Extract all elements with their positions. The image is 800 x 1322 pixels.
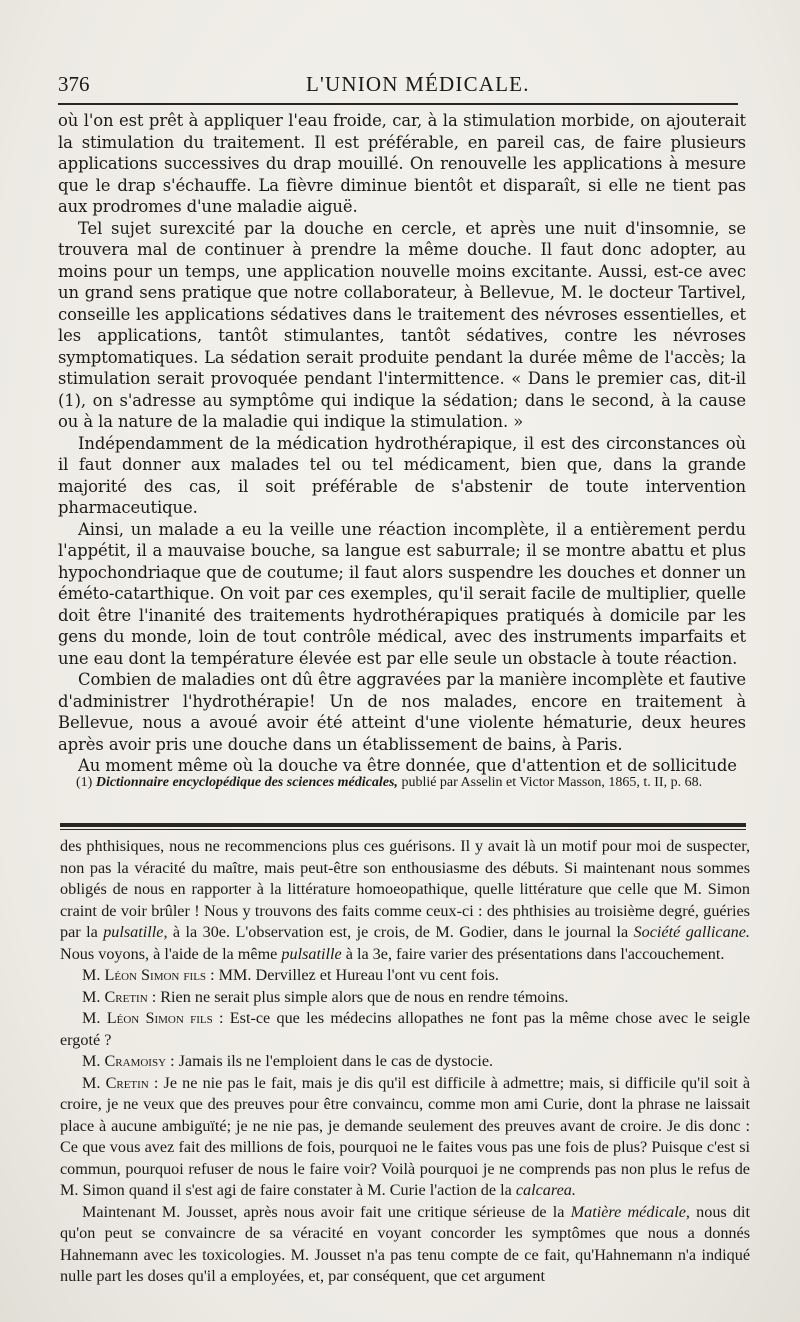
speaker-name: M. Léon Simon fils bbox=[82, 1009, 213, 1027]
page-header bbox=[58, 70, 738, 100]
text-run: nous dit qu'on peut se convaincre de sa véracité en voyant concorder les symptômes que nous a donnés Hahnemann avec les toxicologies. M. Jousset n'a pas tenu compte de ce fait, qu'Hahnemann n'a indiqué nulle part les doses qu'il a employées, et, par conséquent, que cet argument bbox=[60, 1202, 751, 1285]
paragraph: Tel sujet surexcité par la douche en cercle, et après une nuit d'insomnie, se trouvera mal de continuer à prendre la même douche. Il faut donc adopter, au moins pour un temps, une application nouvelle moins excitante. Aussi, est-ce avec un grand sens pratique que notre collaborateur, à Bellevue, M. le docteur Tartivel, conseille les applications sédatives dans le traitement des névroses essentielles, et les applications, tantôt stimulantes, tantôt sédatives, contre les névroses symptomatiques. La sédation serait produite pendant la durée même de l'accès; la stimulation serait provoquée pendant l'intermittence. « Dans le premier cas, dit-il (1), on s'adresse au symptôme qui indique la sédation; dans le second, à la cause ou à la nature de la maladie qui indique la stimulation. » bbox=[58, 218, 746, 431]
paragraph bbox=[60, 965, 750, 987]
text-run: : Rien ne serait plus simple alors que de nous en rendre témoins. bbox=[147, 987, 569, 1006]
society-proceedings bbox=[60, 836, 750, 1288]
italic-run: pulsatille bbox=[281, 944, 342, 963]
footnote-marker: (1) bbox=[76, 775, 93, 790]
speaker-name: M. Léon Simon fils bbox=[82, 966, 207, 984]
article-body bbox=[58, 110, 746, 777]
paragraph bbox=[60, 987, 750, 1009]
paragraph: Indépendamment de la médication hydrothérapique, il est des circonstances où il faut donner aux malades tel ou tel médicament, bien que, dans la grande majorité des cas, il soit préférable de s'abstenir de toute intervention pharmaceutique. bbox=[58, 433, 746, 517]
speaker-name: M. Cretin bbox=[82, 987, 148, 1006]
text-run: Maintenant M. Jousset, après nous avoir fait une critique sérieuse de la bbox=[82, 1202, 571, 1221]
italic-run: pulsatille, bbox=[103, 923, 168, 941]
paragraph bbox=[60, 1051, 750, 1073]
text-run: à la 3e, faire varier des présentations dans l'accouchement. bbox=[341, 944, 725, 963]
italic-run: Société gallicane. bbox=[633, 923, 750, 941]
text-run: : MM. Dervillez et Hureau l'ont vu cent fois. bbox=[206, 966, 499, 984]
footnote-reference-title: Dictionnaire encyclopédique des sciences médicales, bbox=[95, 775, 398, 790]
section-divider bbox=[60, 823, 746, 827]
paragraph: où l'on est prêt à appliquer l'eau froide, car, à la stimulation morbide, on ajouterait la stimulation du traitement. Il est préférable, en pareil cas, de faire plusieurs applications successives du drap mouillé. On renouvelle les applications à mesure que le drap s'échauffe. La fièvre diminue bientôt et disparaît, si elle ne tient pas aux prodromes d'une maladie aiguë. bbox=[58, 111, 746, 216]
speaker-name: M. Cretin bbox=[82, 1073, 149, 1092]
paragraph: Ainsi, un malade a eu la veille une réaction incomplète, il a entièrement perdu l'appétit, il a mauvaise bouche, sa langue est saburrale; il se montre abattu et plus hypochondriaque que de coutume; il faut alors suspendre les douches et donner un éméto-catarthique. On voit par ces exemples, qu'il serait facile de multiplier, quelle doit être l'inanité des traitements hydrothérapiques pratiqués à domicile par les gens du monde, loin de tout contrôle médical, avec des instruments imparfaits et une eau dont la température élevée est par elle seule un obstacle à toute réaction. bbox=[58, 519, 746, 668]
text-run: : Je ne nie pas le fait, mais je dis qu'il est difficile à admettre; mais, si difficile qu'il soit à croire, je ne veux que des preuves pour être convaincu, comme mon ami Curie, dont la phrase ne laissait place à aucune ambiguïté; je ne nie pas, je demande seulement des preuves avant de croire. Je dis donc : Ce que vous avez fait des millions de fois, pourquoi ne le faites vous pas une fois de plus? Puisque c'est si commun, pourquoi refuser de nous le faire voir? Voilà pourquoi je ne comprends pas non plus le refus de M. Simon quand il s'est agi de faire constater à M. Curie l'action de la bbox=[60, 1073, 751, 1199]
footnote-text: publié par Asselin et Victor Masson, 1865, t. II, p. 68. bbox=[397, 775, 703, 790]
speaker-name: M. Cramoisy bbox=[82, 1052, 167, 1070]
text-run: : Est-ce que les médecins allopathes ne font pas la même chose avec le seigle ergoté ? bbox=[60, 1009, 750, 1049]
italic-run: Matière médicale, bbox=[570, 1202, 690, 1221]
text-run: des phthisiques, nous ne recommencions plus ces guérisons. Il y avait là un motif pour moi de suspecter, non pas la véracité du maître, mais peut-être son enthousiasme des débuts. Si maintenant nous sommes obligés de nous en rapporter à la littérature homoeopathique, quelle littérature que celle que M. Simon craint de voir brûler ! Nous y trouvons des faits comme ceux-ci : des phthisies au troisième degré, guéries par la bbox=[60, 837, 750, 941]
section-divider-thin bbox=[60, 829, 746, 830]
paragraph bbox=[60, 1008, 750, 1051]
text-run: : Jamais ils ne l'emploient dans le cas de dystocie. bbox=[166, 1052, 494, 1070]
header-rule bbox=[58, 103, 738, 105]
paragraph bbox=[60, 836, 750, 965]
italic-run: calcarea. bbox=[515, 1181, 576, 1199]
paragraph: Combien de maladies ont dû être aggravées par la manière incomplète et fautive d'administrer l'hydrothérapie! Un de nos malades, encore en traitement à Bellevue, nous a avoué avoir été atteint d'une violente hématurie, deux heures après avoir pris une douche dans un établissement de bains, à Paris. bbox=[58, 670, 746, 754]
running-title: L'UNION MÉDICALE. bbox=[306, 72, 530, 96]
page-number: 376 bbox=[58, 72, 90, 96]
footnote bbox=[60, 773, 746, 792]
paragraph: Au moment même où la douche va être donnée, que d'attention et de sollicitude bbox=[78, 756, 737, 775]
text-run: à la 30e. L'observation est, je crois, de M. Godier, dans le journal la bbox=[167, 923, 634, 941]
paragraph bbox=[60, 1202, 750, 1288]
paragraph bbox=[60, 1073, 750, 1202]
text-run: Nous voyons, à l'aide de la même bbox=[60, 944, 282, 963]
